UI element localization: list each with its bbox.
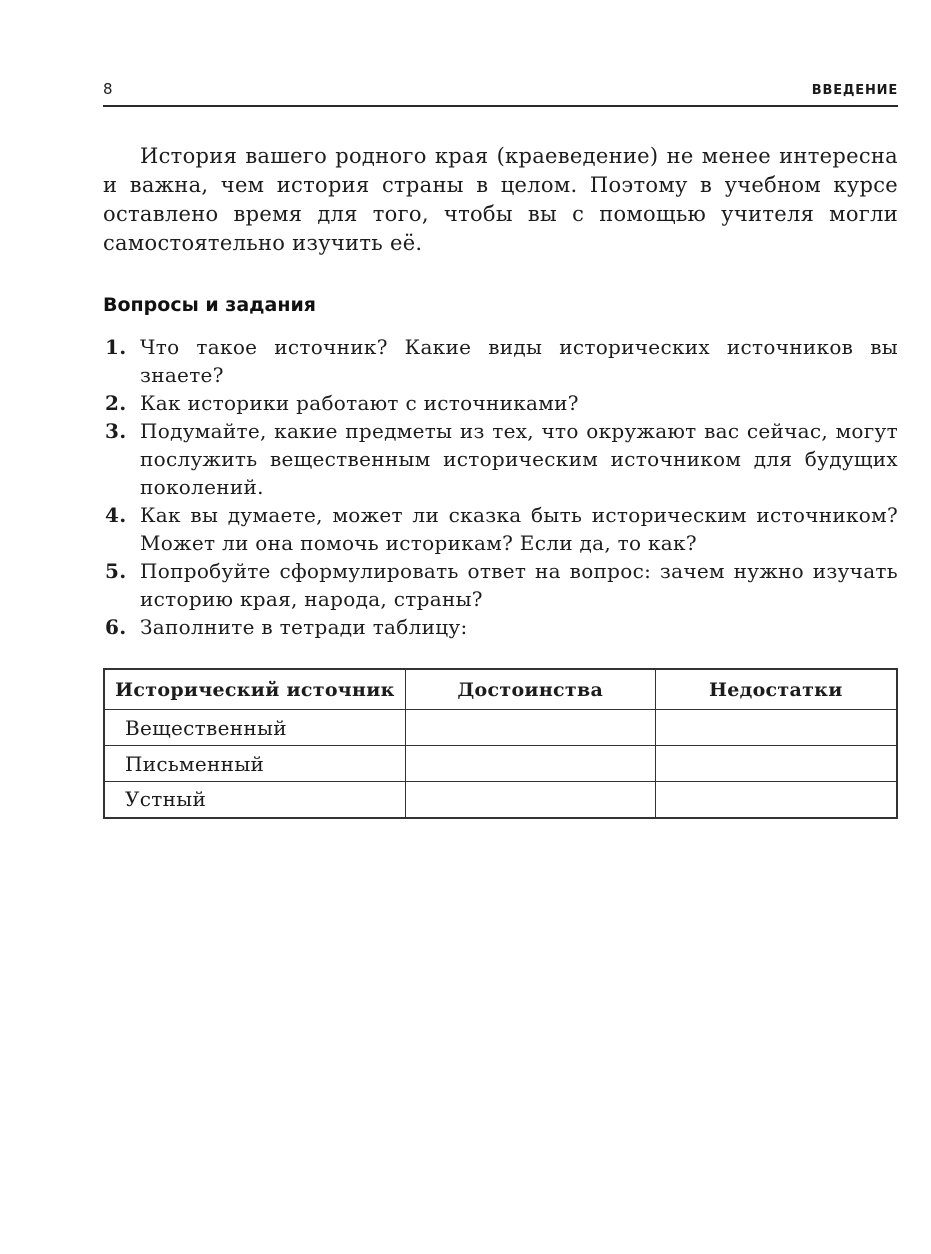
table-header-source: Исторический источник: [104, 669, 405, 710]
intro-paragraph: История вашего родного края (краеведение) не менее интересна и важна, чем история страны в целом. Поэтому в учебном курсе оставлено время для того, чтобы вы с помощью учителя могли самостоятельно изучить её.: [103, 144, 898, 255]
table-cell-source: Письменный: [104, 746, 405, 782]
table-cell-disadvantages: [655, 710, 897, 746]
question-item: Попробуйте сформулировать ответ на вопрос: зачем нужно изучать историю края, народа, страны?: [140, 559, 898, 611]
table-cell-advantages: [405, 710, 655, 746]
questions-heading: Вопросы и задания: [103, 294, 316, 316]
question-item: Как вы думаете, может ли сказка быть историческим источником? Может ли она помочь историкам? Если да, то как?: [140, 503, 898, 555]
section-title: ВВЕДЕНИЕ: [811, 83, 898, 98]
table-row: [104, 710, 897, 746]
table-row: [104, 746, 897, 782]
table-cell-source: Вещественный: [104, 710, 405, 746]
table-header-row: [104, 669, 897, 710]
question-item: Как историки работают с источниками?: [140, 391, 579, 415]
sources-table: [103, 668, 898, 819]
question-item: Заполните в тетради таблицу:: [140, 615, 468, 639]
page-number: 8: [103, 80, 113, 98]
table-cell-advantages: [405, 746, 655, 782]
header-rule: [103, 105, 898, 107]
table-row: [104, 782, 897, 818]
table-cell-source: Устный: [104, 782, 405, 818]
questions-list: [103, 333, 898, 641]
table-cell-disadvantages: [655, 782, 897, 818]
table-header-disadvantages: Недостатки: [655, 669, 897, 710]
table-cell-disadvantages: [655, 746, 897, 782]
table-cell-advantages: [405, 782, 655, 818]
question-item: Подумайте, какие предметы из тех, что окружают вас сейчас, могут послужить вещественным историческим источником для будущих поколений.: [140, 419, 898, 499]
table-header-advantages: Достоинства: [405, 669, 655, 710]
page-header: [103, 80, 898, 98]
question-item: Что такое источник? Какие виды исторических источников вы знаете?: [140, 335, 898, 387]
